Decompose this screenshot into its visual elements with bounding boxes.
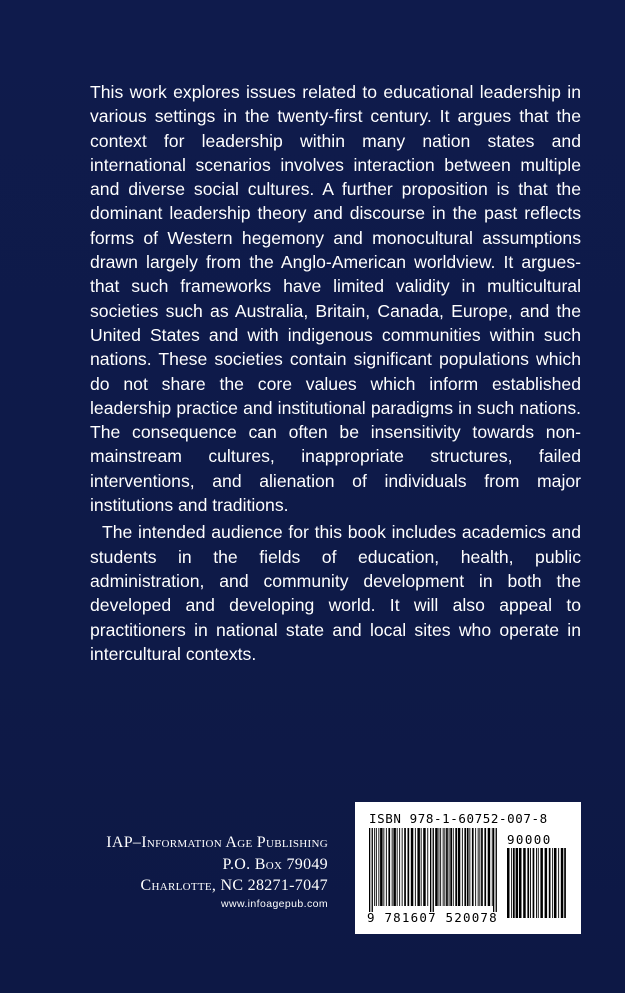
barcode-bar [433,828,434,912]
barcode-bar [376,828,377,906]
barcode-bar [492,828,493,906]
barcode-bar [417,828,420,906]
publisher-website: www.infoagepub.com [220,898,328,910]
blurb-text [90,80,581,666]
barcode-bar [388,828,390,906]
barcode-bar [561,848,564,918]
publisher-name: IAP–Information Age Publishing [106,834,328,851]
barcode-bar [507,848,510,918]
blurb-paragraph-1: This work explores issues related to educational leadership in various settings in the twenty-first century. It argues that the context for leadership within many nation states and international scenarios involves interaction between multiple and diverse social cultures. A further proposition is that the dominant leadership theory and discourse in the past reflects forms of Western hegemony and monocultural assumptions drawn largely from the Anglo-American worldview. It argues- that such frameworks have limited validity in multicultural societies such as Australia, Britain, Canada, Europe, and the United States and with indigenous communities within such nations. These societies contain significant populations which do not share the core values which inform established leadership practice and institutional paradigms in such nations. The consequence can often be insensitivity towards non-mainstream cultures, inappropriate structures, failed interventions, and alienation of individuals from major institutions and traditions. [90,82,581,516]
barcode-bar [540,848,543,918]
barcode-bar [435,828,438,906]
barcode-bar [443,828,444,906]
barcode-bar [511,848,512,918]
barcode-bar [472,828,474,906]
barcode-bar [369,828,370,912]
barcode-bar [415,828,416,906]
barcode-bar [513,848,515,918]
barcode-bar [430,828,431,912]
publisher-info [100,832,328,912]
barcode-bar [404,828,406,906]
barcode-bar [464,828,466,906]
barcode-bar [453,828,454,906]
barcode-bar [380,828,383,906]
barcode-bar [455,828,457,906]
barcode-bar [397,828,398,906]
barcode-bar [523,848,526,918]
barcode-bar [488,828,491,906]
barcode-digits: 9 781607 520078 [367,910,498,925]
barcode-bar [552,848,553,918]
publisher-address-line-1: P.O. Box 79049 [222,856,328,873]
barcode-bar [527,848,529,918]
barcode-bar [558,848,559,918]
barcode-bar [516,848,519,918]
barcode-bar [444,828,445,906]
barcode-bar [493,828,494,912]
barcode-bar [393,828,396,906]
barcode-bar [496,828,497,912]
barcode-bar [530,848,531,918]
barcode-bar [481,828,483,906]
barcode-bar [536,848,537,918]
barcode-bar [538,848,539,918]
barcode-bar [462,828,463,906]
barcode-bar [467,828,469,906]
barcode-bar [386,828,387,906]
barcode-bar [554,848,557,918]
barcode-bar [458,828,461,906]
barcode-bar [450,828,452,906]
barcode-bar [439,828,440,906]
barcode-bar [564,848,566,918]
barcode-bar [372,828,373,912]
addon-barcode-bars [507,848,566,918]
barcode-bar [475,828,476,906]
barcode-bar [479,828,480,906]
barcode-bar [399,828,400,906]
publisher-address-line-2: Charlotte, NC 28271-7047 [140,877,328,894]
isbn-barcode-box [355,802,581,934]
barcode-bar [440,828,441,906]
barcode-bar [392,828,393,906]
barcode-bar [484,828,486,906]
barcode-bar [411,828,414,906]
barcode-bar [446,828,448,906]
barcode-bar [408,828,410,906]
isbn-label: ISBN 978-1-60752-007-8 [369,811,548,826]
barcode-bar [374,828,375,906]
barcode-bar [545,848,548,918]
barcode-bar [533,848,535,918]
barcode-bar [423,828,426,906]
barcode-bar [469,828,470,906]
barcode-bar [519,848,522,918]
barcode-bar [478,828,479,906]
barcode-bar [449,828,450,906]
barcode-bar [378,828,379,906]
blurb-paragraph-2: The intended audience for this book includes academics and students in the fields of education, health, public administration, and community development in both the developed and developing world. It will also appeal to practitioners in national state and local sites who operate in intercultural contexts. [90,522,581,664]
barcode-bar [383,828,384,906]
barcode-bar [549,848,551,918]
barcode-bar [421,828,422,906]
barcode-bar [427,828,428,906]
main-barcode-bars [369,828,497,912]
barcode-bar [402,828,403,906]
price-code: 90000 [507,832,552,847]
